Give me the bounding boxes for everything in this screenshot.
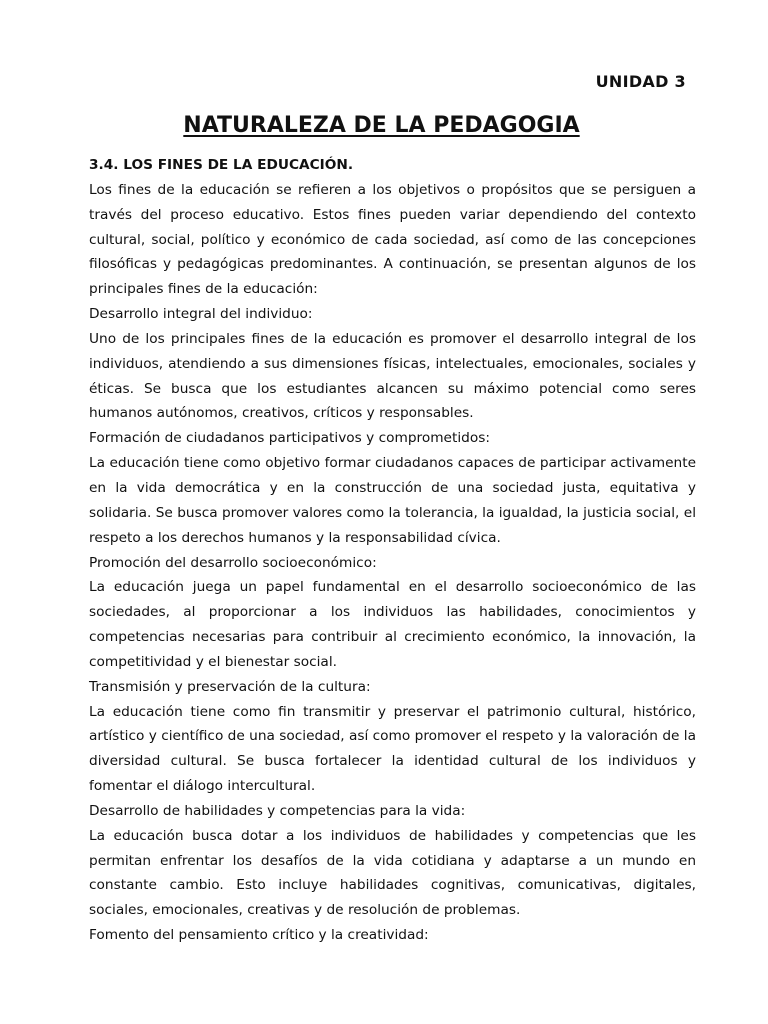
section-title: 3.4. LOS FINES DE LA EDUCACIÓN.: [89, 157, 354, 173]
paragraph-habilidades-vida: La educación busca dotar a los individuos de habilidades y competencias que les permitan enfrentar los desafíos de la vida cotidiana y adaptarse a un mundo en constante cambio. Esto incluye habilidades cognitivas, comunicativas, digitales, sociales, emocionales, creativas y de resolución de problemas.: [89, 827, 696, 919]
page-title: NATURALEZA DE LA PEDAGOGIA: [183, 113, 580, 138]
subheading-formacion-ciudadanos: Formación de ciudadanos participativos y comprometidos:: [89, 430, 490, 447]
paragraph-desarrollo-socioeconomico: La educación juega un papel fundamental en el desarrollo socioeconómico de las sociedades, al proporcionar a los individuos las habilidades, conocimientos y competencias necesarias para contribuir al crecimiento económico, la innovación, la competitividad y el bienestar social.: [89, 579, 696, 670]
subheading-habilidades-vida: Desarrollo de habilidades y competencias para la vida:: [89, 802, 466, 819]
subheading-desarrollo-integral: Desarrollo integral del individuo:: [89, 306, 313, 323]
unit-label: UNIDAD 3: [595, 72, 686, 91]
paragraph-formacion-ciudadanos: La educación tiene como objetivo formar ciudadanos capaces de participar activamente en la vida democrática y en la construcción de una sociedad justa, equitativa y solidaria. Se busca promover valores como la tolerancia, la igualdad, la justicia social, el respeto a los derechos humanos y la responsabilidad cívica.: [89, 455, 696, 546]
paragraph-desarrollo-integral: Uno de los principales fines de la educación es promover el desarrollo integral de los individuos, atendiendo a sus dimensiones físicas, intelectuales, emocionales, sociales y éticas. Se busca que los estudiantes alcancen su máximo potencial como seres humanos autónomos, creativos, críticos y responsables.: [89, 330, 696, 422]
document-body: [89, 153, 696, 948]
paragraph-transmision-cultura: La educación tiene como fin transmitir y preservar el patrimonio cultural, histórico, artístico y científico de una sociedad, así como promover el respeto y la valoración de la diversidad cultural. Se busca fortalecer la identidad cultural de los individuos y fomentar el diálogo intercultural.: [89, 703, 696, 795]
subheading-transmision-cultura: Transmisión y preservación de la cultura:: [89, 678, 371, 695]
subheading-desarrollo-socioeconomico: Promoción del desarrollo socioeconómico:: [89, 554, 377, 571]
intro-paragraph: Los fines de la educación se refieren a los objetivos o propósitos que se persiguen a través del proceso educativo. Estos fines pueden variar dependiendo del contexto cultural, social, político y económico de cada sociedad, así como de las concepciones filosóficas y pedagógicas predominantes. A continuación, se presentan algunos de los principales fines de la educación:: [89, 181, 696, 298]
subheading-pensamiento-critico: Fomento del pensamiento crítico y la creatividad:: [89, 927, 429, 944]
